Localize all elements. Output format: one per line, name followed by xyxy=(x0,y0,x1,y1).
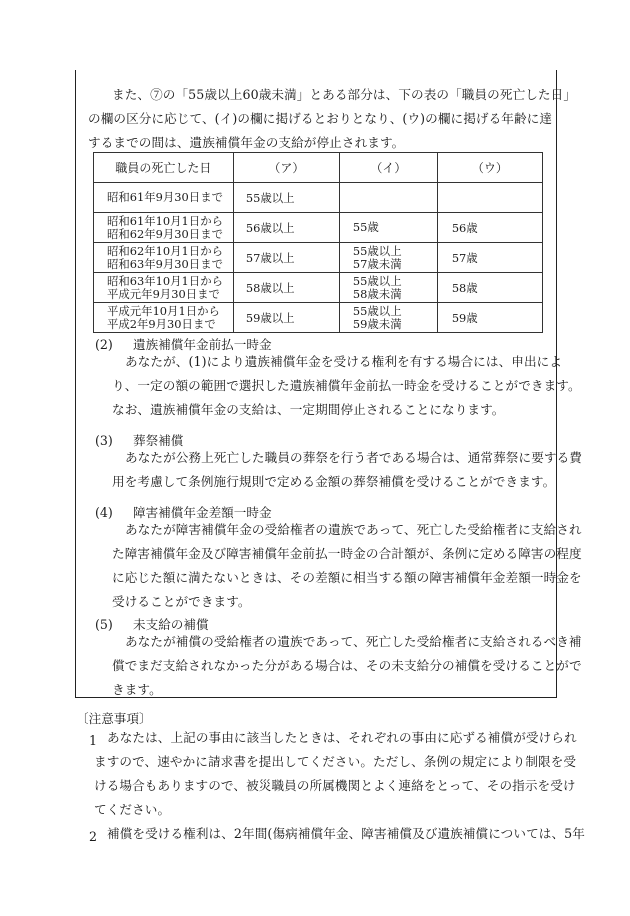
table-header: （イ） xyxy=(339,153,437,183)
col-i-cell: 55歳以上 59歳未満 xyxy=(339,303,437,333)
body-line: あなたが公務上死亡した職員の葬祭を行う者である場合は、通常葬祭に要する費 xyxy=(125,450,582,465)
body-line: なお、遺族補償年金の支給は、一定期間停止されることになります。 xyxy=(112,402,505,417)
section-body xyxy=(112,630,582,702)
table-row xyxy=(94,213,543,243)
table-header: （ウ） xyxy=(437,153,542,183)
col-a-cell: 57歳以上 xyxy=(233,243,339,273)
intro-paragraph xyxy=(88,83,576,155)
col-i-cell: 55歳以上 57歳未満 xyxy=(339,243,437,273)
intro-line: の欄の区分に応じて、(イ)の欄に掲げるとおりとなり、(ウ)の欄に掲げる年齢に達 xyxy=(88,111,553,126)
body-line: に応じた額に満たないときは、その差額に相当する額の障害補償年金差額一時金を xyxy=(112,570,582,585)
note-line: ますので、速やかに請求書を提出してください。ただし、条例の規定により制限を受 xyxy=(94,754,577,769)
table-row xyxy=(94,243,543,273)
body-line: 受けることができます。 xyxy=(112,594,251,609)
table-header-row xyxy=(94,153,543,183)
note-line: ける場合もありますので、被災職員の所属機関とよく連絡をとって、その指示を受け xyxy=(94,778,576,793)
notes-heading: 〔注意事項〕 xyxy=(76,711,152,726)
table-header: 職員の死亡した日 xyxy=(94,153,234,183)
col-a-cell: 55歳以上 xyxy=(233,183,339,213)
col-u-cell xyxy=(437,183,542,213)
body-line: 償でまだ支給されなかった分がある場合は、その未支給分の補償を受けることがで xyxy=(112,658,582,673)
table-row xyxy=(94,273,543,303)
col-u-cell: 56歳 xyxy=(437,213,542,243)
note-number: 1 xyxy=(89,733,98,748)
note-number: 2 xyxy=(89,829,98,844)
section-body xyxy=(112,518,582,614)
intro-line: するまでの間は、遺族補償年金の支給が停止されます。 xyxy=(88,135,405,150)
section-number: (4) xyxy=(95,505,113,520)
body-line: あなたが障害補償年金の受給権者の遺族であって、死亡した受給権者に支給され xyxy=(125,522,582,537)
section-number: (5) xyxy=(95,617,113,632)
date-cell: 平成元年10月1日から 平成2年9月30日まで xyxy=(94,303,234,333)
section-title: 障害補償年金差額一時金 xyxy=(133,505,272,520)
section-body xyxy=(112,350,581,422)
col-a-cell: 56歳以上 xyxy=(233,213,339,243)
section-number: (3) xyxy=(95,433,113,448)
date-cell: 昭和61年10月1日から 昭和62年9月30日まで xyxy=(94,213,234,243)
table-header: （ア） xyxy=(233,153,339,183)
section-title: 葬祭補償 xyxy=(133,433,184,448)
section-body xyxy=(112,446,582,494)
table-row xyxy=(94,303,543,333)
note-line: あなたは、上記の事由に該当したときは、それぞれの事由に応ずる補償が受けられ xyxy=(107,730,577,745)
col-u-cell: 57歳 xyxy=(437,243,542,273)
section-title: 未支給の補償 xyxy=(133,617,209,632)
body-line: 用を考慮して条例施行規則で定める金額の葬祭補償を受けることができます。 xyxy=(112,474,556,489)
body-line: あなたが補償の受給権者の遺族であって、死亡した受給権者に支給されるべき補 xyxy=(125,634,582,649)
intro-line: また、⑦の「55歳以上60歳未満」とある部分は、下の表の「職員の死亡した日」 xyxy=(112,87,577,102)
date-cell: 昭和61年9月30日まで xyxy=(94,183,234,213)
note-body xyxy=(94,822,585,846)
col-i-cell xyxy=(339,183,437,213)
table-row xyxy=(94,183,543,213)
date-cell: 昭和62年10月1日から 昭和63年9月30日まで xyxy=(94,243,234,273)
date-cell: 昭和63年10月1日から 平成元年9月30日まで xyxy=(94,273,234,303)
col-u-cell: 59歳 xyxy=(437,303,542,333)
body-line: り、一定の額の範囲で選択した遺族補償年金前払一時金を受けることができます。 xyxy=(112,378,581,393)
col-u-cell: 58歳 xyxy=(437,273,542,303)
col-i-cell: 55歳 xyxy=(339,213,437,243)
col-a-cell: 59歳以上 xyxy=(233,303,339,333)
col-a-cell: 58歳以上 xyxy=(233,273,339,303)
body-line: た障害補償年金及び障害補償年金前払一時金の合計額が、条例に定める障害の程度 xyxy=(112,546,582,561)
body-line: きます。 xyxy=(112,682,162,697)
note-line: てください。 xyxy=(94,802,171,817)
note-line: 補償を受ける権利は、2年間(傷病補償年金、障害補償及び遺族補償については、5年 xyxy=(107,826,585,841)
section-number: (2) xyxy=(95,337,113,352)
body-line: あなたが、(1)により遺族補償年金を受ける権利を有する場合には、申出によ xyxy=(125,354,563,369)
col-i-cell: 55歳以上 58歳未満 xyxy=(339,273,437,303)
age-table xyxy=(93,152,543,333)
section-title: 遺族補償年金前払一時金 xyxy=(133,337,272,352)
note-body xyxy=(94,726,577,822)
